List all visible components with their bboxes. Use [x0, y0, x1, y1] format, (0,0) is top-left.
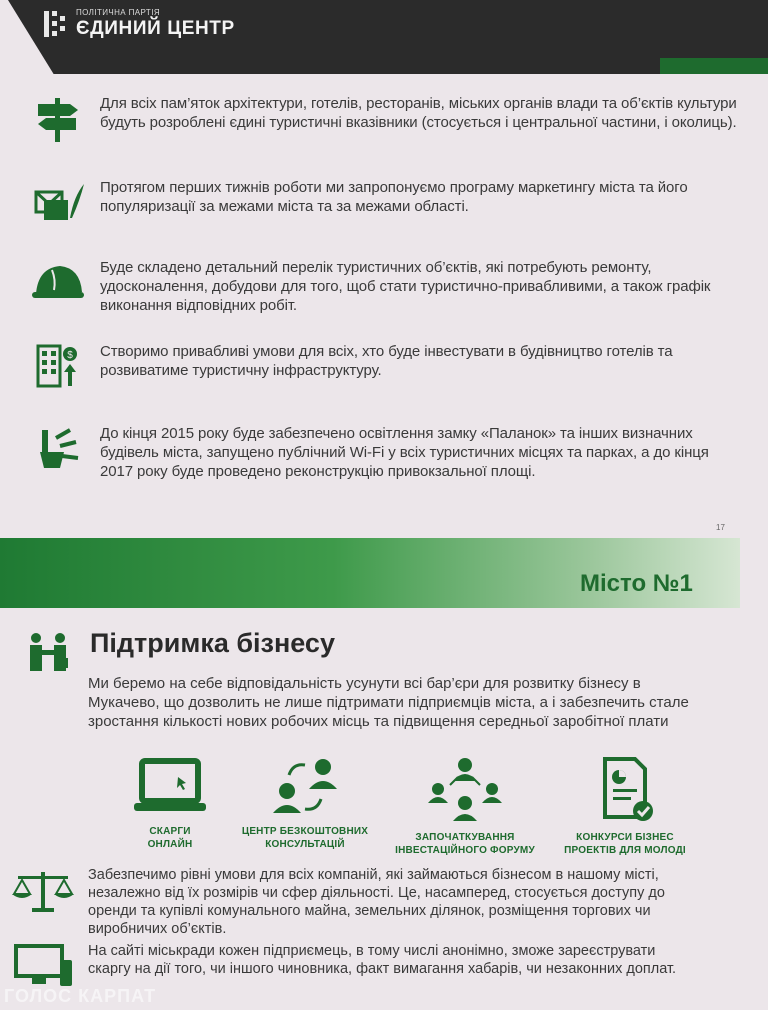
light-lamp-icon [30, 424, 86, 474]
devices-icon [10, 942, 76, 990]
signpost-icon [30, 94, 86, 144]
party-logo-icon [44, 9, 66, 39]
list-item-text: На сайті міськради кожен підприємець, в тому числі анонімно, зможе зареєструвати скаргу на дії того, чи іншого чиновника, факт вимагання хабарів, чи незаконних доплат. [88, 943, 677, 977]
list-item-text: До кінця 2015 року буде забезпечено освітлення замку «Паланок» та інших визначних будівель міста, запущено публічний Wi-Fi у всіх туристичних місцях та парках, а до кінця 2017 року буде проведено реконструкцію привокзальної площі. [100, 425, 709, 480]
forum-network-icon [420, 755, 510, 825]
watermark: ГОЛОС КАРПАТ [4, 986, 157, 1006]
feature-label: ПРОЕКТІВ ДЛЯ МОЛОДІ [564, 845, 686, 856]
party-logo [44, 8, 235, 40]
feature-item [225, 755, 385, 851]
documents-quill-icon [30, 178, 86, 228]
feature-label: КОНКУРСИ БІЗНЕС [576, 832, 674, 843]
list-item-text: Створимо привабливі умови для всіх, хто буде інвестувати в будівництво готелів та розвиватиме туристичну інфраструктуру. [100, 343, 673, 379]
feature-label: ІНВЕСТАЦІЙНОГО ФОРУМУ [395, 845, 535, 856]
contest-document-icon [585, 755, 665, 825]
feature-label: СКАРГИ [149, 826, 191, 837]
feature-item [545, 755, 705, 857]
party-name: ЄДИНИЙ ЦЕНТР [76, 18, 235, 39]
feature-label: ЗАПОЧАТКУВАННЯ [415, 832, 515, 843]
features-row [95, 755, 715, 875]
list-item [10, 866, 700, 938]
list-item [30, 94, 740, 144]
laptop-icon [130, 755, 210, 819]
list-item [10, 942, 700, 990]
list-item [30, 424, 740, 481]
section-intro: Ми беремо на себе відповідальність усунути всі бар’єри для розвитку бізнесу в Мукачево, що дозволить не лише підтримати підприємців міста, а і забезпечить стале зростання кількості нових робочих місць та підвищення середньої заробітної плати [88, 675, 689, 730]
list-item-text: Для всіх пам’яток архітектури, готелів, ресторанів, міських органів влади та об’єктів культури будуть розроблені єдині туристичні вказівники (стосується і центральної частини, і околиць). [100, 95, 737, 131]
list-item [30, 178, 740, 228]
svg-text:$: $ [67, 350, 73, 361]
handshake-people-icon [26, 632, 70, 672]
feature-label: ОНЛАЙН [147, 839, 193, 850]
list-item-text: Забезпечимо рівні умови для всіх компаній, які займаються бізнесом в нашому місті, незалежно від їх розмірів чи сфер діяльності. Це, насамперед, стосується доступу до оренди та купівлі комунального майна, земельних ділянок, розміщення торгових чи виробничих об’єктів. [88, 867, 665, 937]
feature-item [95, 755, 245, 851]
consultation-people-icon [265, 755, 345, 819]
page-number: 17 [716, 523, 725, 532]
feature-item [385, 755, 545, 857]
band-label: Місто №1 [580, 570, 693, 597]
scales-icon [10, 866, 76, 914]
header-green-stripe [660, 58, 768, 74]
hard-hat-icon [30, 258, 86, 308]
list-item-text: Протягом перших тижнів роботи ми запропонуємо програму маркетингу міста та його популяризації за межами міста та за межами області. [100, 179, 688, 215]
list-item-text: Буде складено детальний перелік туристичних об’єктів, які потребують ремонту, удосконалення, добудови для того, щоб стати туристично-привабливими, а також графік виконання відповідних робіт. [100, 259, 711, 314]
feature-label: КОНСУЛЬТАЦІЙ [265, 839, 345, 850]
section-title: Підтримка бізнесу [90, 628, 335, 658]
list-item [30, 342, 740, 392]
feature-label: ЦЕНТР БЕЗКОШТОВНИХ [241, 826, 369, 837]
party-label: ПОЛІТИЧНА ПАРТІЯ [76, 8, 161, 17]
list-item [30, 258, 740, 315]
building-investment-icon [30, 342, 86, 392]
